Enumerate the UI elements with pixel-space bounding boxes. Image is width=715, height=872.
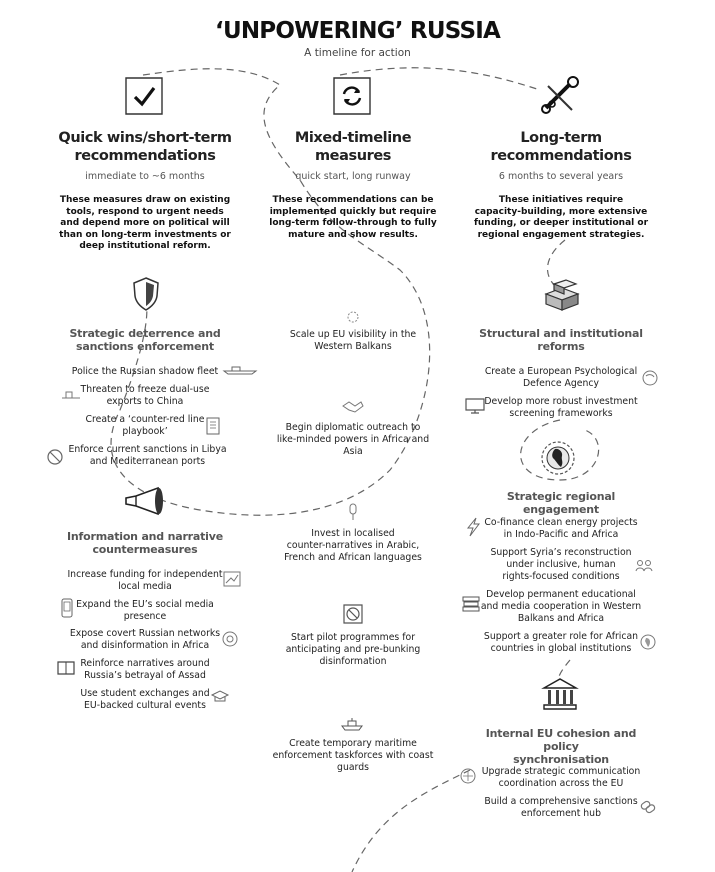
item-text: Develop more robust investment bbox=[484, 396, 638, 407]
item-text: Balkans and Africa bbox=[517, 612, 605, 624]
structural-title-line: reforms bbox=[537, 340, 585, 353]
item-text: French and African languages bbox=[284, 551, 422, 563]
item-text: Expand the EU’s social media bbox=[76, 599, 214, 610]
mixed-timeline-timeframe: quick start, long runway bbox=[295, 171, 411, 182]
item-text: rights-focused conditions bbox=[502, 570, 620, 582]
item-text: coordination across the EU bbox=[498, 777, 624, 789]
regional-item-clean-energy bbox=[476, 517, 646, 541]
graduation-cap-icon bbox=[210, 690, 230, 704]
chart-board-icon bbox=[222, 570, 242, 588]
item-text: Defence Agency bbox=[522, 377, 600, 389]
long-desc-line: These initiatives require bbox=[498, 195, 624, 205]
item-text: Develop permanent educational bbox=[486, 589, 636, 600]
item-text: screening frameworks bbox=[509, 407, 613, 419]
item-text: Support a greater role for African bbox=[483, 631, 639, 642]
item-text: Expose covert Russian networks bbox=[69, 628, 221, 639]
ship-icon bbox=[222, 365, 258, 375]
phone-icon bbox=[60, 598, 74, 618]
item-text: local media bbox=[118, 580, 172, 592]
structural-section-title bbox=[476, 327, 646, 353]
comms-network-icon bbox=[458, 766, 478, 786]
item-text: Create temporary maritime bbox=[289, 738, 417, 749]
mixed-item-pilot-prebunking bbox=[268, 632, 438, 667]
information-item-assad-narrative bbox=[60, 658, 230, 682]
checkmark-icon bbox=[124, 76, 164, 116]
item-text: Start pilot programmes for bbox=[290, 632, 416, 643]
institution-columns-icon bbox=[540, 676, 580, 712]
mixed-timeline-description bbox=[248, 195, 458, 241]
regional-item-african-role bbox=[476, 631, 646, 655]
short-term-title-line2: recommendations bbox=[74, 148, 216, 164]
item-text: and disinformation in Africa bbox=[80, 639, 210, 651]
short-desc-line: and depend more on political will bbox=[60, 218, 230, 229]
mixed-item-diplomatic-outreach bbox=[268, 422, 438, 457]
item-text: Support Syria’s reconstruction bbox=[490, 547, 632, 558]
mixed-desc-line: long-term follow-through to fully bbox=[269, 218, 437, 229]
item-text: counter-narratives in Arabic, bbox=[286, 539, 420, 551]
structural-item-investment-screening bbox=[476, 396, 646, 420]
coast-guard-ship-icon bbox=[340, 716, 364, 732]
item-text: Police the Russian shadow fleet bbox=[71, 366, 219, 377]
megaphone-icon bbox=[122, 486, 168, 516]
item-text: Create a European Psychological bbox=[484, 366, 638, 377]
long-title-line1: Long-term bbox=[520, 130, 602, 146]
cycle-arrows-icon bbox=[332, 76, 372, 116]
mixed-title-line1: Mixed-timeline bbox=[294, 130, 412, 146]
cohesion-item-sanctions-hub bbox=[476, 796, 646, 820]
deterrence-item-dual-use bbox=[60, 384, 230, 408]
brain-globe-icon bbox=[640, 368, 660, 388]
long-desc-line: capacity-building, more extensive bbox=[474, 206, 648, 217]
no-disinformation-icon bbox=[342, 603, 364, 625]
item-text: Use student exchanges and bbox=[80, 688, 210, 699]
item-text: EU-backed cultural events bbox=[84, 699, 206, 711]
information-item-covert-networks bbox=[60, 628, 230, 652]
item-text: disinformation bbox=[319, 655, 387, 667]
long-term-timeframe: 6 months to several years bbox=[498, 171, 624, 182]
mixed-title-line2: measures bbox=[314, 148, 392, 164]
deterrence-title-line: Strategic deterrence and bbox=[69, 327, 221, 340]
export-freeze-icon bbox=[60, 388, 82, 402]
information-item-media-funding bbox=[60, 569, 230, 593]
handshake-icon bbox=[341, 398, 365, 416]
information-section-title bbox=[60, 530, 230, 556]
structural-item-defence-agency bbox=[476, 366, 646, 390]
network-globe-icon bbox=[221, 630, 239, 648]
mixed-desc-line: mature and show results. bbox=[288, 229, 418, 240]
item-text: Asia bbox=[343, 445, 363, 457]
item-text: enforcement taskforces with coast bbox=[272, 749, 434, 761]
item-text: and media cooperation in Western bbox=[480, 600, 642, 612]
short-desc-line: These measures draw on existing bbox=[59, 195, 231, 205]
wrench-tools-icon bbox=[538, 76, 584, 116]
mixed-desc-line: These recommendations can be bbox=[272, 195, 434, 205]
short-term-column-title bbox=[40, 129, 250, 165]
item-text: under inclusive, human bbox=[506, 558, 616, 570]
item-text: in Indo-Pacific and Africa bbox=[503, 528, 619, 540]
item-text: Begin diplomatic outreach to bbox=[285, 422, 421, 433]
cohesion-title-line: synchronisation bbox=[513, 753, 609, 766]
structural-title-line: Structural and institutional bbox=[479, 327, 643, 340]
item-text: Enforce current sanctions in Libya bbox=[68, 444, 227, 455]
prohibition-icon bbox=[46, 448, 64, 466]
item-text: Reinforce narratives around bbox=[80, 658, 210, 669]
mixed-item-maritime-taskforces bbox=[268, 738, 438, 773]
item-text: Invest in localised bbox=[311, 528, 395, 539]
regional-title-line: Strategic regional engagement bbox=[506, 490, 616, 516]
item-text: exports to China bbox=[106, 395, 184, 407]
regional-section-title bbox=[470, 490, 652, 516]
item-text: playbook’ bbox=[122, 425, 168, 437]
deterrence-section-title bbox=[60, 327, 230, 353]
short-desc-line: deep institutional reform. bbox=[79, 241, 211, 252]
long-term-column-title bbox=[456, 129, 666, 165]
item-text: anticipating and pre-bunking bbox=[285, 643, 421, 655]
books-stack-icon bbox=[461, 594, 481, 614]
page-title: ‘UNPOWERING’ RUSSIA bbox=[215, 18, 500, 44]
long-desc-line: funding, or deeper institutional or bbox=[473, 218, 649, 229]
information-title-line: Information and narrative bbox=[67, 530, 223, 543]
regional-item-syria-reconstruction bbox=[476, 547, 646, 582]
africa-globe-icon bbox=[638, 632, 658, 652]
microphone-icon bbox=[346, 502, 360, 522]
short-desc-line: tools, respond to urgent needs bbox=[66, 206, 224, 217]
long-desc-line: regional engagement strategies. bbox=[477, 229, 645, 240]
information-item-exchanges bbox=[60, 688, 230, 712]
building-blocks-icon bbox=[542, 276, 582, 312]
mixed-timeline-column-title bbox=[248, 129, 458, 165]
long-title-line2: recommendations bbox=[490, 148, 632, 164]
item-text: Russia’s betrayal of Assad bbox=[84, 669, 206, 681]
mixed-item-balkans-visibility bbox=[268, 329, 438, 353]
information-title-line: countermeasures bbox=[92, 543, 198, 556]
page-subtitle: A timeline for action bbox=[304, 47, 411, 59]
shield-icon bbox=[131, 276, 161, 312]
visibility-sun-icon bbox=[344, 308, 362, 326]
item-text: and Mediterranean ports bbox=[89, 455, 206, 467]
people-icon bbox=[634, 558, 654, 572]
item-text: Co-finance clean energy projects bbox=[484, 517, 638, 528]
item-text: Build a comprehensive sanctions bbox=[484, 796, 638, 807]
item-text: Upgrade strategic communication bbox=[481, 766, 641, 777]
item-text: Threaten to freeze dual-use bbox=[80, 384, 210, 395]
short-desc-line: than on long-term investments or bbox=[59, 229, 231, 240]
item-text: guards bbox=[337, 761, 369, 773]
cohesion-item-strategic-communication bbox=[476, 766, 646, 790]
item-text: presence bbox=[123, 610, 167, 622]
long-term-description bbox=[456, 195, 666, 241]
short-term-title-line1: Quick wins/short-term bbox=[58, 130, 232, 146]
item-text: Western Balkans bbox=[314, 340, 392, 352]
information-item-social-media bbox=[60, 599, 230, 623]
deterrence-item-sanctions-libya bbox=[60, 444, 235, 468]
mixed-desc-line: implemented quickly but require bbox=[269, 206, 437, 217]
item-text: enforcement hub bbox=[521, 807, 601, 819]
cohesion-title-line: Internal EU cohesion and policy bbox=[485, 727, 637, 753]
item-text: like-minded powers in Africa and bbox=[276, 433, 430, 445]
short-term-timeframe: immediate to ~6 months bbox=[85, 171, 205, 182]
chain-link-icon bbox=[638, 797, 658, 817]
item-text: countries in global institutions bbox=[490, 642, 632, 654]
monitor-icon bbox=[464, 397, 486, 415]
playbook-icon bbox=[205, 416, 221, 436]
cohesion-section-title bbox=[470, 727, 652, 766]
mixed-item-counter-narratives bbox=[268, 528, 438, 563]
item-text: Create a ‘counter-red line bbox=[85, 414, 205, 425]
globe-icon bbox=[540, 440, 576, 476]
short-term-description bbox=[40, 195, 250, 253]
lightning-icon bbox=[464, 516, 482, 538]
deterrence-title-line: sanctions enforcement bbox=[76, 340, 214, 353]
item-text: Increase funding for independent bbox=[67, 569, 223, 580]
item-text: Scale up EU visibility in the bbox=[289, 329, 417, 340]
deterrence-item-shadow-fleet bbox=[60, 366, 230, 378]
regional-item-education-media bbox=[476, 589, 646, 624]
book-icon bbox=[56, 660, 76, 676]
